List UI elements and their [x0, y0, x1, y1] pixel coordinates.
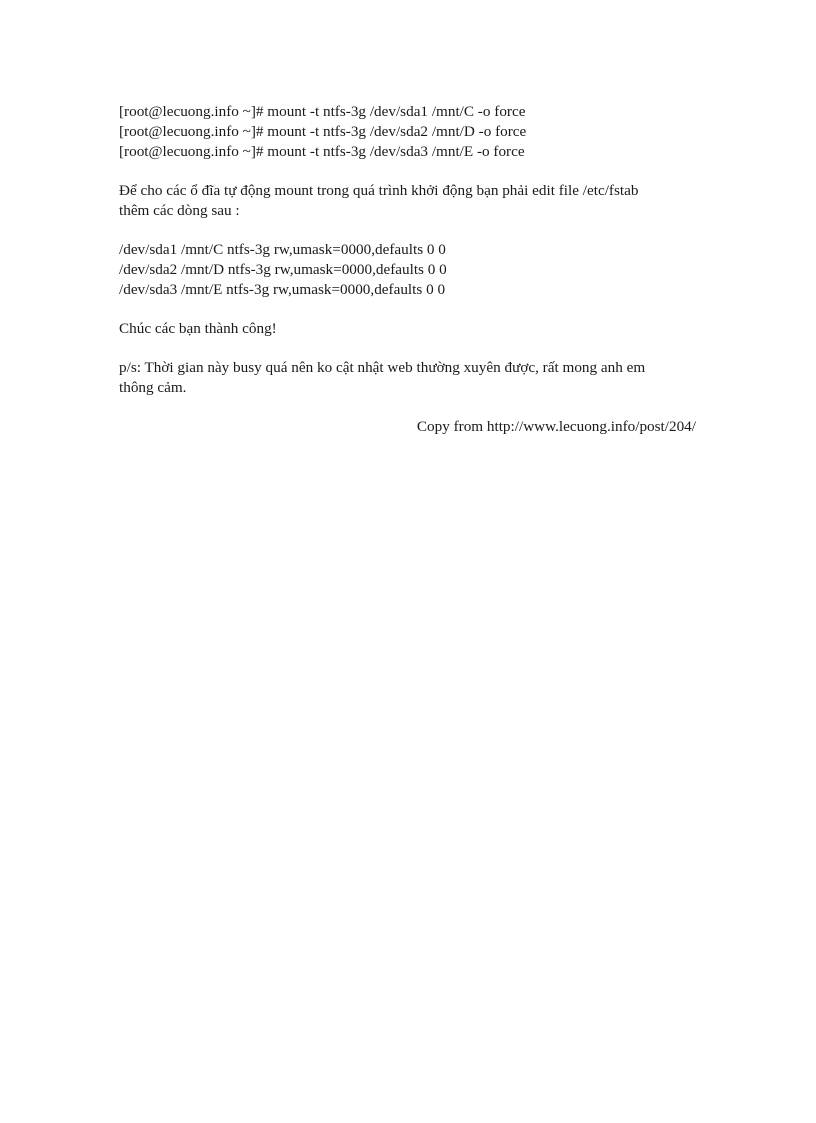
- closing-paragraph: [119, 319, 704, 339]
- fstab-block: [119, 240, 704, 300]
- instruction-line-2: thêm các dòng sau :: [119, 202, 240, 219]
- closing-line: Chúc các bạn thành công!: [119, 320, 277, 337]
- paragraph-gap: [119, 398, 704, 417]
- command-line-3: [root@lecuong.info ~]# mount -t ntfs-3g /dev/sda3 /mnt/E -o force: [119, 143, 525, 160]
- document-body: [119, 102, 704, 437]
- command-line-1: [root@lecuong.info ~]# mount -t ntfs-3g /dev/sda1 /mnt/C -o force: [119, 103, 526, 120]
- paragraph-gap: [119, 339, 704, 358]
- ps-paragraph: [119, 358, 704, 398]
- source-line: Copy from http://www.lecuong.info/post/204/: [416, 418, 696, 435]
- paragraph-gap: [119, 221, 704, 240]
- instruction-line-1: Để cho các ổ đĩa tự động mount trong quá trình khởi động bạn phải edit file /etc/fstab: [119, 182, 639, 199]
- fstab-line-1: /dev/sda1 /mnt/C ntfs-3g rw,umask=0000,defaults 0 0: [119, 241, 446, 258]
- ps-line-2: thông cảm.: [119, 379, 187, 396]
- command-block: [119, 102, 704, 162]
- command-line-2: [root@lecuong.info ~]# mount -t ntfs-3g /dev/sda2 /mnt/D -o force: [119, 123, 527, 140]
- fstab-line-3: /dev/sda3 /mnt/E ntfs-3g rw,umask=0000,defaults 0 0: [119, 281, 446, 298]
- fstab-line-2: /dev/sda2 /mnt/D ntfs-3g rw,umask=0000,defaults 0 0: [119, 261, 447, 278]
- source-paragraph: [119, 417, 704, 437]
- paragraph-gap: [119, 162, 704, 181]
- paragraph-gap: [119, 300, 704, 319]
- ps-line-1: p/s: Thời gian này busy quá nên ko cật nhật web thường xuyên được, rất mong anh em: [119, 359, 646, 376]
- instruction-paragraph: [119, 181, 704, 221]
